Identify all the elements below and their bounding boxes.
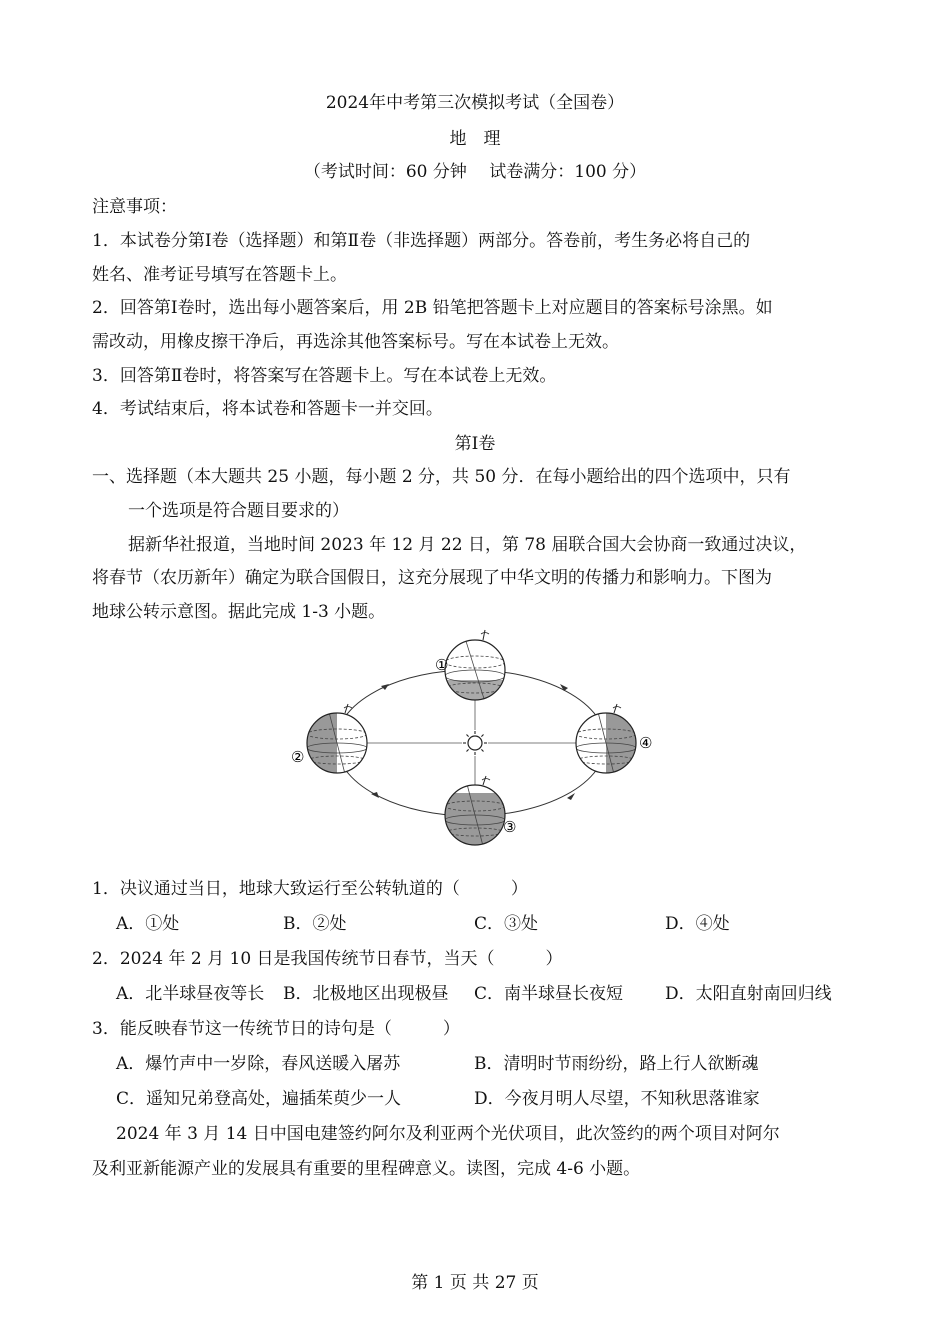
notice-item: 需改动，用橡皮擦干净后，再选涂其他答案标号。写在本试卷上无效。 <box>92 332 619 352</box>
part-heading: 一、选择题（本大题共 25 小题，每小题 2 分，共 50 分．在每小题给出的四个选项中，只有 <box>92 467 791 487</box>
earth-position-4 <box>576 704 636 774</box>
question-stem: 1．决议通过当日，地球大致运行至公转轨道的（ ） <box>92 879 528 899</box>
earth-position-2 <box>307 704 367 774</box>
option-d: D．④处 <box>665 914 730 934</box>
position-label-2: ② <box>291 748 305 766</box>
passage-line: 将春节（农历新年）确定为联合国假日，这充分展现了中华文明的传播力和影响力。下图为 <box>92 568 772 588</box>
earth-position-3 <box>445 776 505 846</box>
passage-line: 及利亚新能源产业的发展具有重要的里程碑意义。读图，完成 4-6 小题。 <box>92 1159 641 1179</box>
passage-line: 据新华社报道，当地时间 2023 年 12 月 22 日，第 78 届联合国大会协商一致通过决议， <box>128 535 807 555</box>
question-stem: 2．2024 年 2 月 10 日是我国传统节日春节，当天（ ） <box>92 949 563 969</box>
notice-item: 4．考试结束后，将本试卷和答题卡一并交回。 <box>92 399 443 419</box>
option-a: A．爆竹声中一岁除，春风送暖入屠苏 <box>116 1054 401 1074</box>
position-label-4: ④ <box>639 734 653 752</box>
passage-line: 地球公转示意图。据此完成 1-3 小题。 <box>92 602 386 622</box>
passage-line: 2024 年 3 月 14 日中国电建签约阿尔及利亚两个光伏项目，此次签约的两个项目对阿尔 <box>116 1124 780 1144</box>
option-c: C．遥知兄弟登高处，遍插茱萸少一人 <box>116 1089 402 1109</box>
position-label-1: ① <box>435 656 449 674</box>
option-c: C．③处 <box>474 914 539 934</box>
section-title: 第Ⅰ卷 <box>454 434 496 454</box>
question-stem: 3．能反映春节这一传统节日的诗句是（ ） <box>92 1019 460 1039</box>
option-d: D．今夜月明人尽望，不知秋思落谁家 <box>474 1089 760 1109</box>
earth-position-1 <box>445 630 505 705</box>
option-b: B．北极地区出现极昼 <box>283 984 449 1004</box>
option-c: C．南半球昼长夜短 <box>474 984 624 1004</box>
notice-heading: 注意事项： <box>92 197 177 217</box>
exam-info: （考试时间：60 分钟 试卷满分：100 分） <box>303 162 647 182</box>
exam-title: 2024年中考第三次模拟考试（全国卷） <box>325 93 625 113</box>
option-b: B．清明时节雨纷纷，路上行人欲断魂 <box>474 1054 759 1074</box>
orbit-arrow <box>381 684 389 690</box>
page-number: 第 1 页 共 27 页 <box>411 1273 539 1293</box>
notice-item: 1．本试卷分第Ⅰ卷（选择题）和第Ⅱ卷（非选择题）两部分。答卷前，考生务必将自己的 <box>92 231 751 251</box>
sun-icon <box>463 731 487 755</box>
option-d: D．太阳直射南回归线 <box>665 984 832 1004</box>
notice-item: 姓名、准考证号填写在答题卡上。 <box>92 265 347 285</box>
notice-item: 3．回答第Ⅱ卷时，将答案写在答题卡上。写在本试卷上无效。 <box>92 366 557 386</box>
earth-revolution-diagram <box>285 628 675 853</box>
option-b: B．②处 <box>283 914 347 934</box>
part-heading-cont: 一个选项是符合题目要求的） <box>128 501 349 521</box>
orbit-arrow <box>560 684 568 691</box>
subject-title: 地 理 <box>449 129 501 149</box>
position-label-3: ③ <box>503 818 517 836</box>
option-a: A．①处 <box>116 914 180 934</box>
option-a: A．北半球昼夜等长 <box>116 984 265 1004</box>
notice-item: 2．回答第Ⅰ卷时，选出每小题答案后，用 2B 铅笔把答题卡上对应题目的答案标号涂黑。如 <box>92 298 773 318</box>
